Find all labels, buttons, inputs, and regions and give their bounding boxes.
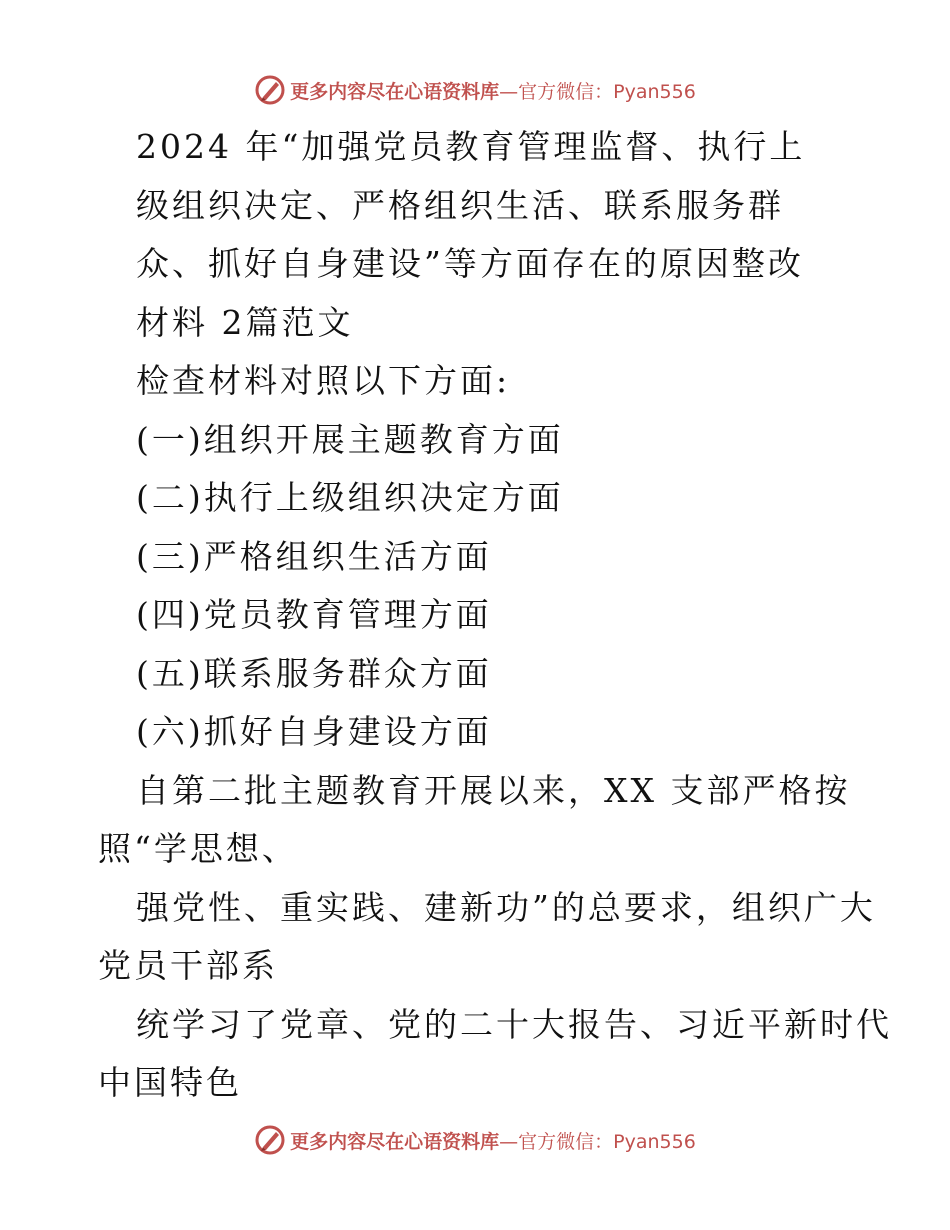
list-item: (四)党员教育管理方面	[136, 595, 492, 634]
body-line: 中国特色	[98, 1063, 242, 1102]
list-item: (一)组织开展主题教育方面	[136, 419, 564, 459]
intro-line: 检查材料对照以下方面:	[136, 361, 511, 400]
document-body	[98, 118, 892, 1113]
title-line-4: 材料 2篇范文	[136, 302, 354, 342]
body-line: 党员干部系	[98, 946, 278, 985]
watermark-text: 更多内容尽在心语资料库—官方微信：Pyan556	[290, 80, 696, 103]
title-line-1: 2024 年“加强党员教育管理监督、执行上	[136, 127, 806, 166]
body-line: 照“学思想、	[98, 829, 298, 868]
list-item: (五)联系服务群众方面	[136, 653, 492, 693]
body-line: 自第二批主题教育开展以来，XX 支部严格按	[136, 770, 851, 810]
body-line: 强党性、重实践、建新功”的总要求，组织广大	[136, 887, 876, 927]
body-line: 统学习了党章、党的二十大报告、习近平新时代	[136, 1004, 892, 1044]
pen-logo-icon	[254, 1124, 286, 1156]
watermark-text: 更多内容尽在心语资料库—官方微信：Pyan556	[290, 1130, 696, 1153]
list-item: (六)抓好自身建设方面	[136, 712, 492, 751]
list-item: (二)执行上级组织决定方面	[136, 478, 564, 517]
pen-logo-icon	[254, 74, 286, 106]
title-line-3: 众、抓好自身建设”等方面存在的原因整改	[136, 244, 804, 283]
header-watermark	[0, 70, 950, 110]
title-line-2: 级组织决定、严格组织生活、联系服务群	[136, 185, 784, 225]
list-item: (三)严格组织生活方面	[136, 536, 492, 576]
footer-watermark	[0, 1120, 950, 1160]
